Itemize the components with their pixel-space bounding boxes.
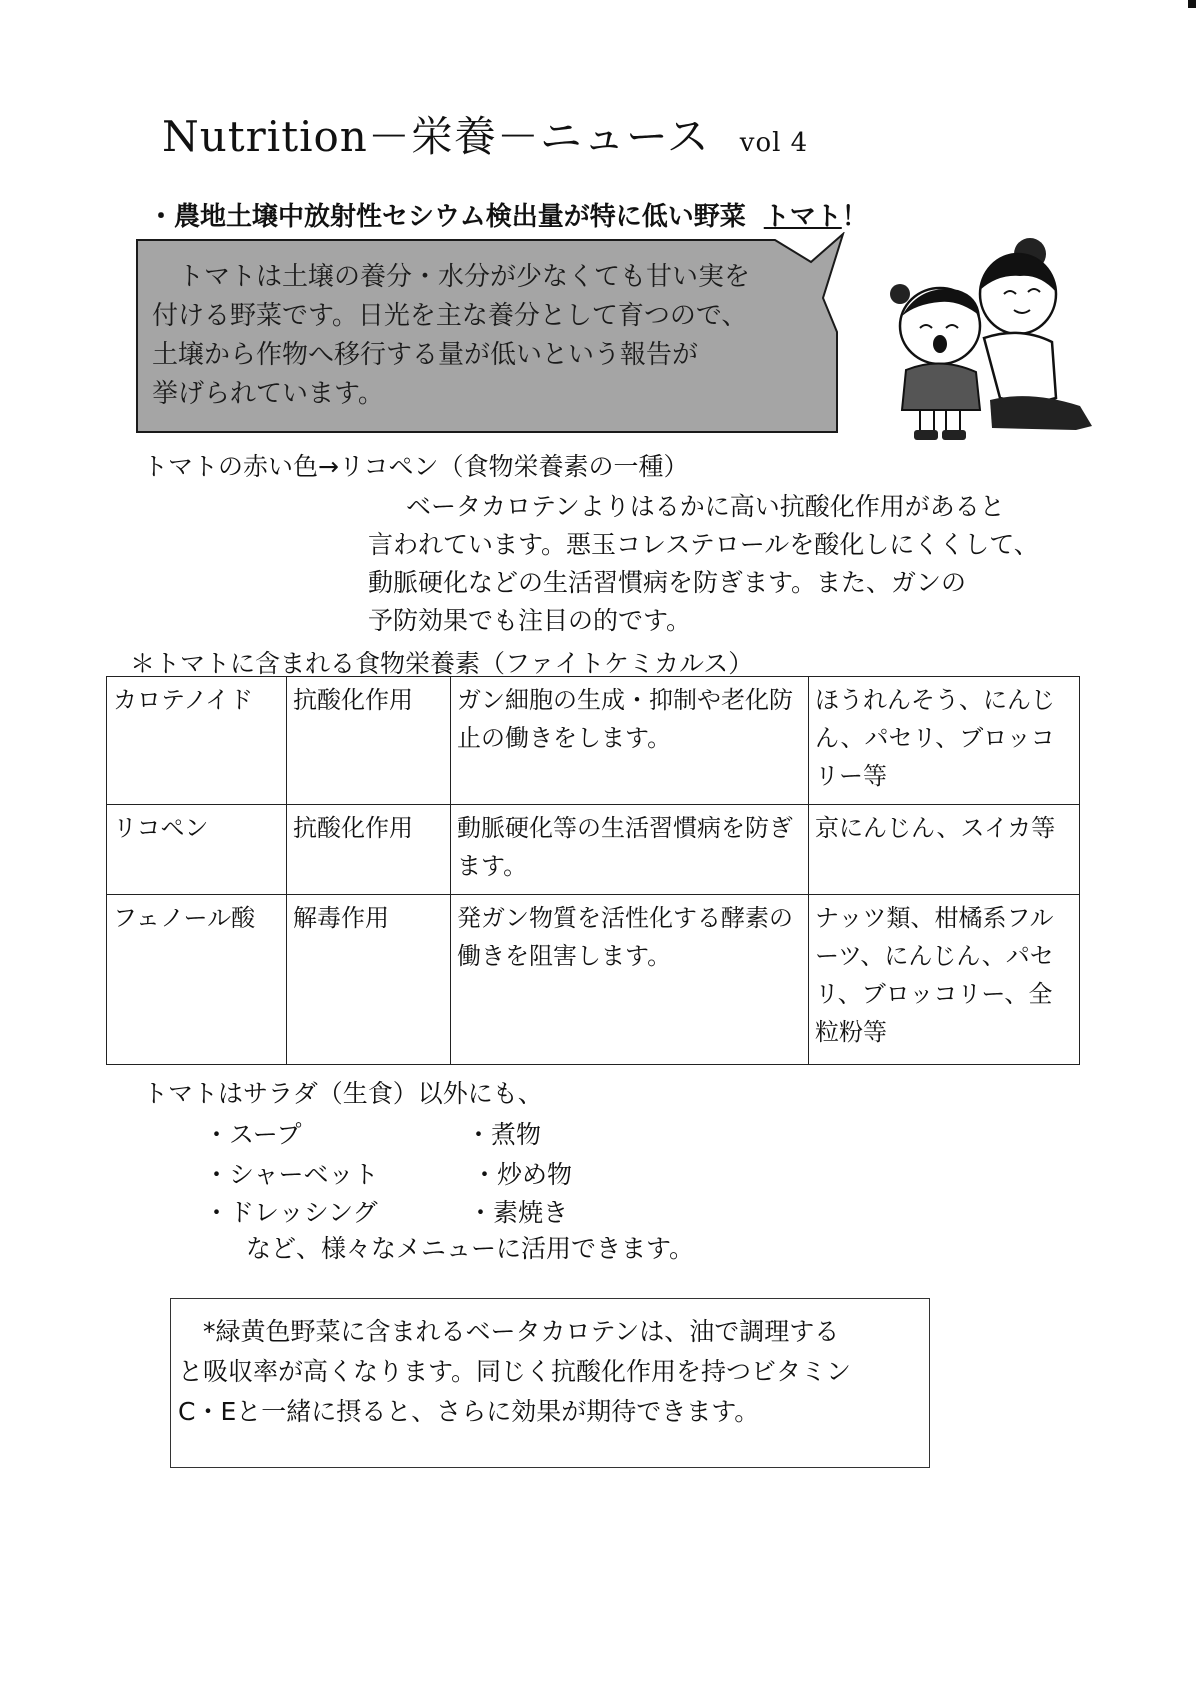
nutrient-description: 動脈硬化等の生活習慣病を防ぎます。 — [451, 805, 809, 895]
nutrient-table — [106, 676, 1080, 1065]
table-row — [107, 677, 1080, 805]
headline-suffix: ！ — [841, 202, 868, 232]
headline-highlight: トマト — [763, 202, 842, 232]
nutrient-description: ガン細胞の生成・抑制や老化防止の働きをします。 — [451, 677, 809, 805]
nutrient-name: カロテノイド — [107, 677, 287, 805]
bubble-text — [152, 258, 792, 414]
menu-item: ・煮物 — [466, 1120, 542, 1149]
menu-item: ・素焼き — [468, 1198, 569, 1227]
nutrient-sources: 京にんじん、スイカ等 — [809, 805, 1080, 895]
menu-item: ・ドレッシング — [204, 1198, 378, 1227]
bubble-line: トマトは土壌の養分・水分が少なくても甘い実を — [152, 262, 751, 292]
bubble-line: 付ける野菜です。日光を主な養分として育つので、 — [152, 301, 748, 331]
newsletter-title — [162, 104, 808, 164]
menu-item: ・炒め物 — [472, 1160, 573, 1189]
lycopene-title: トマトの赤い色→リコペン（食物栄養素の一種） — [143, 452, 689, 481]
note-line: *緑黄色野菜に含まれるベータカロテンは、油で調理する — [178, 1317, 840, 1346]
note-text — [178, 1312, 928, 1432]
volume-label: vol 4 — [739, 128, 809, 158]
lycopene-description — [368, 488, 1039, 640]
menu-intro: トマトはサラダ（生食）以外にも、 — [143, 1079, 543, 1108]
nutrient-sources: ナッツ類、柑橘系フルーツ、にんじん、パセリ、ブロッコリー、全粒粉等 — [809, 895, 1080, 1065]
nutrient-effect: 抗酸化作用 — [287, 805, 451, 895]
menu-item: ・シャーベット — [204, 1160, 379, 1189]
menu-outro: など、様々なメニューに活用できます。 — [246, 1234, 695, 1263]
nutrient-name: フェノール酸 — [107, 895, 287, 1065]
mother-child-illustration — [880, 230, 1110, 460]
headline — [148, 196, 868, 233]
nutrient-description: 発ガン物質を活性化する酵素の働きを阻害します。 — [451, 895, 809, 1065]
title-text: Nutrition－栄養－ニュース — [162, 112, 710, 161]
table-row — [107, 895, 1080, 1065]
nutrient-effect: 抗酸化作用 — [287, 677, 451, 805]
nutrient-sources: ほうれんそう、にんじん、パセリ、ブロッコリー等 — [809, 677, 1080, 805]
table-row — [107, 805, 1080, 895]
note-line: C・Eと一緒に摂ると、さらに効果が期待できます。 — [178, 1397, 760, 1426]
nutrient-name: リコペン — [107, 805, 287, 895]
menu-item: ・スープ — [204, 1120, 302, 1149]
table-caption: ＊トマトに含まれる食物栄養素（ファイトケミカルス） — [130, 649, 754, 678]
note-line: と吸収率が高くなります。同じく抗酸化作用を持つビタミン — [178, 1357, 852, 1386]
lycopene-line: 言われています。悪玉コレステロールを酸化しにくくして、 — [368, 530, 1039, 559]
nutrient-effect: 解毒作用 — [287, 895, 451, 1065]
lycopene-line: 動脈硬化などの生活習慣病を防ぎます。また、ガンの — [368, 568, 967, 597]
scan-mark — [1188, 0, 1196, 8]
headline-text: ・農地土壌中放射性セシウム検出量が特に低い野菜 — [148, 202, 746, 232]
lycopene-line: ベータカロテンよりはるかに高い抗酸化作用があると — [406, 492, 1005, 521]
bubble-line: 土壌から作物へ移行する量が低いという報告が — [152, 340, 699, 370]
bubble-line: 挙げられています。 — [152, 379, 384, 409]
lycopene-line: 予防効果でも注目の的です。 — [368, 606, 692, 635]
